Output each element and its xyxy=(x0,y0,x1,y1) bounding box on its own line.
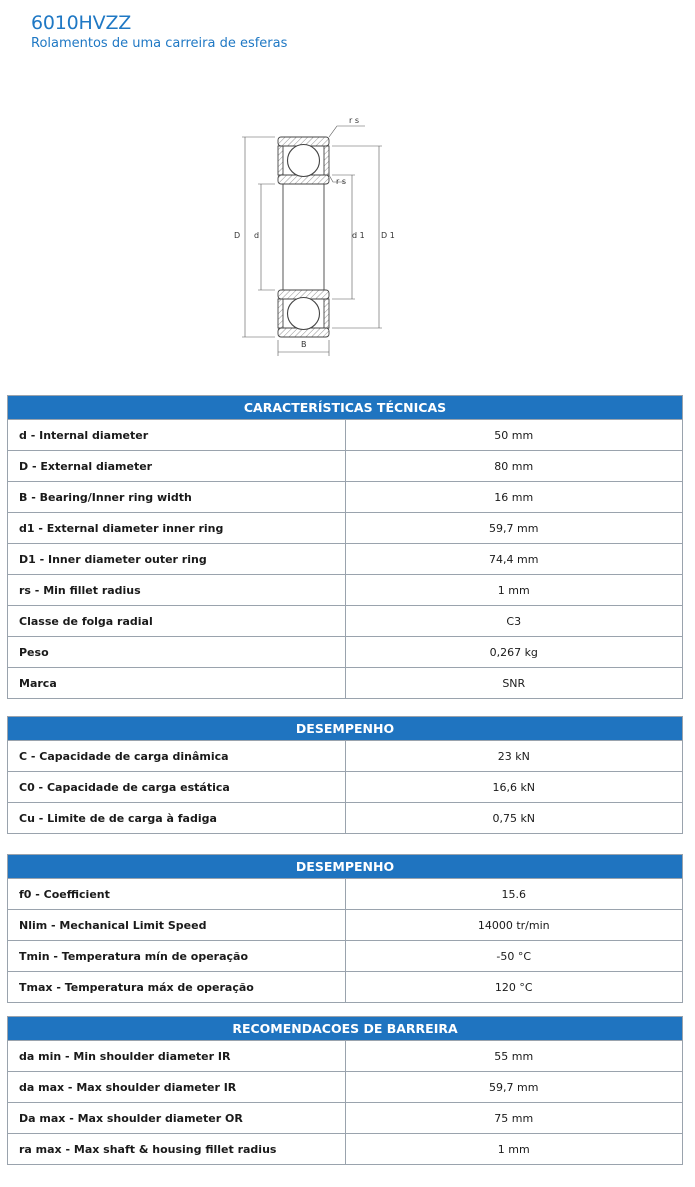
table-row xyxy=(8,637,683,668)
spec-value: -50 °C xyxy=(345,941,683,972)
table-row xyxy=(8,1072,683,1103)
spec-value: 120 °C xyxy=(345,972,683,1003)
table-row xyxy=(8,575,683,606)
spec-value: 16,6 kN xyxy=(345,772,683,803)
spec-value: 0,75 kN xyxy=(345,803,683,834)
spec-label: da max - Max shoulder diameter IR xyxy=(8,1072,346,1103)
dim-label-D1: D 1 xyxy=(381,231,395,240)
table-row xyxy=(8,741,683,772)
spec-table-barrier-recommendations xyxy=(7,1016,683,1165)
spec-value: 80 mm xyxy=(345,451,683,482)
table-row xyxy=(8,803,683,834)
table-row xyxy=(8,1041,683,1072)
shield-left-top xyxy=(278,146,283,175)
dim-label-d: d xyxy=(254,231,260,240)
spec-label: ra max - Max shaft & housing fillet radius xyxy=(8,1134,346,1165)
table-row xyxy=(8,482,683,513)
dim-label-D: D xyxy=(234,231,241,240)
spec-label: d1 - External diameter inner ring xyxy=(8,513,346,544)
spec-value: 59,7 mm xyxy=(345,513,683,544)
spec-label: Cu - Limite de de carga à fadiga xyxy=(8,803,346,834)
table-row xyxy=(8,544,683,575)
dim-label-B: B xyxy=(301,340,307,349)
product-subtitle: Rolamentos de uma carreira de esferas xyxy=(31,36,288,51)
spec-value: 74,4 mm xyxy=(345,544,683,575)
table-row xyxy=(8,1103,683,1134)
spec-label: Classe de folga radial xyxy=(8,606,346,637)
table-row xyxy=(8,879,683,910)
table-row xyxy=(8,772,683,803)
dim-label-d1: d 1 xyxy=(352,231,365,240)
spec-label: f0 - Coefficient xyxy=(8,879,346,910)
spec-value: 0,267 kg xyxy=(345,637,683,668)
section-heading: DESEMPENHO xyxy=(8,717,683,741)
spec-label: B - Bearing/Inner ring width xyxy=(8,482,346,513)
section-heading: DESEMPENHO xyxy=(8,855,683,879)
spec-value: SNR xyxy=(345,668,683,699)
spec-value: 75 mm xyxy=(345,1103,683,1134)
spec-value: 15.6 xyxy=(345,879,683,910)
spec-label: rs - Min fillet radius xyxy=(8,575,346,606)
spec-label: d - Internal diameter xyxy=(8,420,346,451)
table-row xyxy=(8,941,683,972)
table-row xyxy=(8,972,683,1003)
rs-side-label: r s xyxy=(336,177,346,186)
spec-label: D1 - Inner diameter outer ring xyxy=(8,544,346,575)
spec-label: C - Capacidade de carga dinâmica xyxy=(8,741,346,772)
spec-value: 1 mm xyxy=(345,1134,683,1165)
table-row xyxy=(8,420,683,451)
section-heading: CARACTERÍSTICAS TÉCNICAS xyxy=(8,396,683,420)
shield-left-bottom xyxy=(278,299,283,328)
shield-right-bottom xyxy=(324,299,329,328)
section-heading: RECOMENDACOES DE BARREIRA xyxy=(8,1017,683,1041)
spec-label: Tmin - Temperatura mín de operação xyxy=(8,941,346,972)
spec-value: 16 mm xyxy=(345,482,683,513)
spec-label: Nlim - Mechanical Limit Speed xyxy=(8,910,346,941)
spec-label: D - External diameter xyxy=(8,451,346,482)
spec-label: Da max - Max shoulder diameter OR xyxy=(8,1103,346,1134)
bearing-cross-section-drawing xyxy=(225,112,410,362)
shield-right-top xyxy=(324,146,329,175)
product-title: 6010HVZZ xyxy=(31,12,132,34)
table-row xyxy=(8,451,683,482)
spec-table-technical xyxy=(7,395,683,699)
ball-top xyxy=(288,145,320,177)
spec-value: 50 mm xyxy=(345,420,683,451)
table-row xyxy=(8,1134,683,1165)
spec-value: 1 mm xyxy=(345,575,683,606)
spec-value: 55 mm xyxy=(345,1041,683,1072)
table-row xyxy=(8,606,683,637)
spec-table-performance-load xyxy=(7,716,683,834)
ball-bottom xyxy=(288,298,320,330)
spec-value: 59,7 mm xyxy=(345,1072,683,1103)
spec-value: 14000 tr/min xyxy=(345,910,683,941)
table-row xyxy=(8,910,683,941)
spec-label: da min - Min shoulder diameter IR xyxy=(8,1041,346,1072)
spec-label: Tmax - Temperatura máx de operação xyxy=(8,972,346,1003)
spec-table-performance-speed xyxy=(7,854,683,1003)
table-row xyxy=(8,668,683,699)
spec-label: Marca xyxy=(8,668,346,699)
spec-label: C0 - Capacidade de carga estática xyxy=(8,772,346,803)
rs-top-label: r s xyxy=(349,116,359,125)
spec-label: Peso xyxy=(8,637,346,668)
table-row xyxy=(8,513,683,544)
spec-value: C3 xyxy=(345,606,683,637)
spec-value: 23 kN xyxy=(345,741,683,772)
